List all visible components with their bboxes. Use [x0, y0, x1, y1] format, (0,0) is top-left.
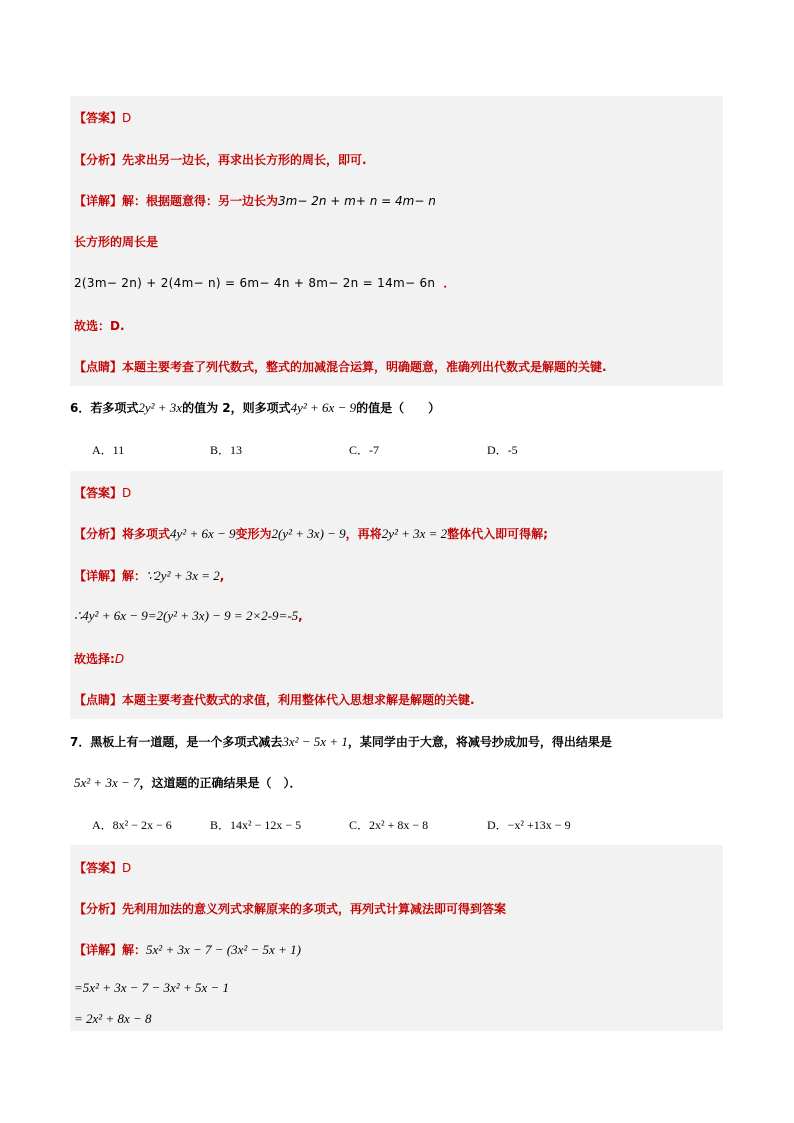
- answer-line: [74, 110, 131, 126]
- answer-tag-2: 【答案】: [74, 486, 123, 500]
- step-2: = 2x² + 8x − 8: [74, 1011, 152, 1026]
- analysis-b: 变形为: [235, 527, 272, 541]
- analysis-a: 将多项式: [122, 527, 171, 541]
- line2-end: ,: [298, 609, 303, 623]
- analysis-text: 先求出另一边长，再求出长方形的周长，即可.: [122, 153, 367, 167]
- detail-a-2: 解：: [122, 569, 147, 583]
- answer-value-2: D: [122, 486, 132, 500]
- analysis-line-2: [74, 526, 548, 542]
- answer-tag-3: 【答案】: [74, 861, 123, 875]
- comment-line: [74, 359, 607, 375]
- q6-expr1: 2y² + 3x: [138, 400, 183, 415]
- answer-tag: 【答案】: [74, 111, 123, 125]
- q6-suffix: 的值是（ ）: [356, 401, 441, 415]
- detail-expr-2: ∵2y² + 3x = 2: [146, 568, 220, 583]
- answer-line-3: [74, 860, 131, 876]
- solution-block-3: [70, 845, 723, 1031]
- solution-block-1: [70, 96, 723, 386]
- q6-option-c[interactable]: C．-7: [349, 443, 380, 457]
- detail-end-2: ,: [219, 569, 225, 583]
- answer-value: D: [122, 111, 132, 125]
- q6-option-b[interactable]: B．13: [210, 443, 243, 457]
- choice-line: [74, 318, 125, 334]
- q6-expr2: 4y² + 6x − 9: [290, 400, 357, 415]
- analysis-text-3: 先利用加法的意义列式求解原来的多项式，再列式计算减法即可得到答案: [122, 902, 507, 916]
- step-2-line: [74, 1011, 152, 1027]
- question-7-line2: [74, 775, 302, 791]
- perimeter-math: 2(3m− 2n) + 2(4m− n) = 6m− 4n + 8m− 2n = 14m− 6n: [74, 276, 436, 290]
- comment-tag: 【点睛】: [74, 360, 123, 374]
- comment-text: 本题主要考查了列代数式，整式的加减混合运算，明确题意，准确列出代数式是解题的关键.: [122, 360, 607, 374]
- detail-text: 解：根据题意得：另一边长为: [122, 194, 279, 208]
- analysis-expr3: 2y² + 3x = 2: [381, 526, 448, 541]
- line2-expr: ∴4y² + 6x − 9=2(y² + 3x) − 9 = 2×2-9=-5: [74, 608, 299, 623]
- detail-expr-3: 5x² + 3x − 7 − (3x² − 5x + 1): [146, 942, 301, 957]
- perimeter-label: 长方形的周长是: [74, 235, 159, 249]
- q7-a: 7．黑板上有一道题，是一个多项式减去: [70, 735, 283, 749]
- solution-block-2: [70, 471, 723, 719]
- detail-step-line-2: [74, 608, 303, 624]
- detail-tag-2: 【详解】: [74, 569, 123, 583]
- step-1: =5x² + 3x − 7 − 3x² + 5x − 1: [74, 980, 230, 995]
- question-7-stem: [70, 734, 612, 750]
- q7-option-b[interactable]: B．14x² − 12x − 5: [210, 818, 302, 832]
- step-1-line: [74, 980, 229, 996]
- q7-expr1: 3x² − 5x + 1: [282, 734, 348, 749]
- q7-line2-expr: 5x² + 3x − 7: [74, 775, 140, 790]
- perimeter-math-line: [74, 275, 455, 291]
- q6-prefix: 6．若多项式: [70, 401, 139, 415]
- detail-math: 3m− 2n + m+ n = 4m− n: [278, 194, 436, 208]
- question-6-stem: [70, 400, 440, 416]
- analysis-tag-2: 【分析】: [74, 527, 123, 541]
- q6-option-d[interactable]: D．-5: [487, 443, 518, 457]
- choice-value-2: D: [114, 652, 125, 666]
- comment-text-2: 本题主要考查代数式的求值，利用整体代入思想求解是解题的关键.: [122, 693, 475, 707]
- q6-mid: 的值为 2，则多项式: [182, 401, 291, 415]
- perimeter-label-line: [74, 234, 158, 250]
- analysis-expr1: 4y² + 6x − 9: [170, 526, 236, 541]
- q7-line2-text: ，这道题的正确结果是（ ）．: [139, 776, 302, 790]
- choice-text: 故选：D.: [74, 319, 125, 333]
- detail-a-3: 解：: [122, 943, 147, 957]
- analysis-d: 整体代入即可得解;: [447, 527, 548, 541]
- analysis-c: ，再将: [345, 527, 382, 541]
- choice-label-2: 故选择:: [74, 652, 115, 666]
- q7-b: ，某同学由于大意，将减号抄成加号，得出结果是: [347, 735, 612, 749]
- analysis-expr2: 2(y² + 3x) − 9: [271, 526, 346, 541]
- answer-line-2: [74, 485, 131, 501]
- detail-tag: 【详解】: [74, 194, 123, 208]
- detail-tag-3: 【详解】: [74, 943, 123, 957]
- q6-option-a[interactable]: A．11: [92, 443, 125, 457]
- analysis-tag: 【分析】: [74, 153, 123, 167]
- comment-tag-2: 【点睛】: [74, 693, 123, 707]
- analysis-tag-3: 【分析】: [74, 902, 123, 916]
- q7-option-d[interactable]: D．−x² +13x − 9: [487, 818, 571, 832]
- perimeter-end: ．: [443, 276, 456, 290]
- q7-option-c[interactable]: C．2x² + 8x − 8: [349, 818, 429, 832]
- comment-line-2: [74, 692, 475, 708]
- detail-line: [74, 193, 436, 209]
- choice-line-2: [74, 651, 124, 667]
- analysis-line: [74, 152, 367, 168]
- analysis-line-3: [74, 901, 506, 917]
- detail-line-2: [74, 568, 224, 584]
- q7-option-a[interactable]: A．8x² − 2x − 6: [92, 818, 172, 832]
- answer-value-3: D: [122, 861, 132, 875]
- detail-line-3: [74, 942, 301, 958]
